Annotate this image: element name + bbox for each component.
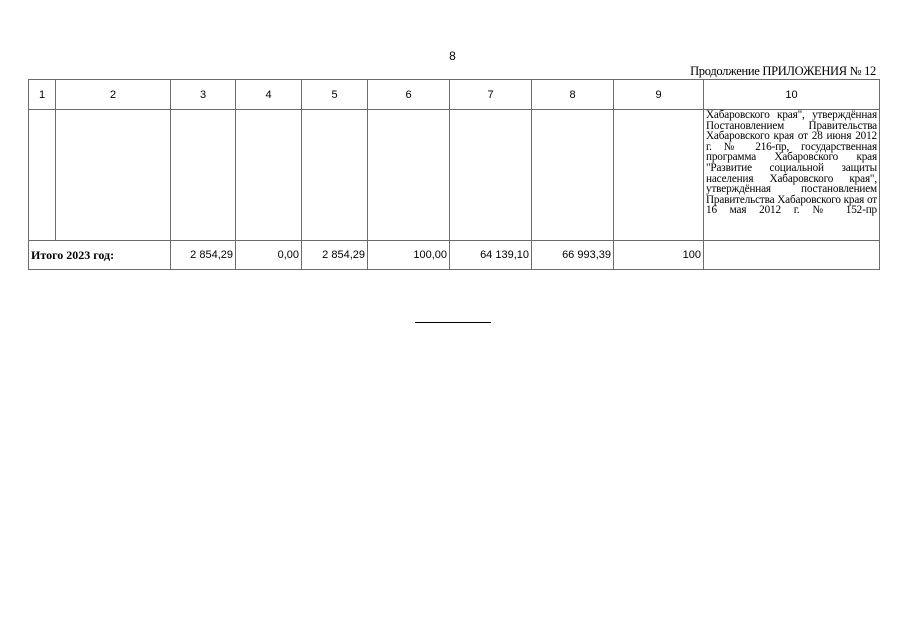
total-col3: 2 854,29 [171, 241, 236, 270]
total-col4: 0,00 [236, 241, 302, 270]
appendix-table [28, 79, 880, 270]
total-col7: 64 139,10 [450, 241, 532, 270]
total-label: Итого 2023 год: [29, 241, 171, 270]
cell-col3 [171, 110, 236, 241]
cell-col9 [614, 110, 704, 241]
total-col10 [704, 241, 880, 270]
cell-col6 [368, 110, 450, 241]
column-number-row [29, 80, 880, 110]
cell-col7 [450, 110, 532, 241]
column-number-10: 10 [704, 80, 880, 110]
total-col8: 66 993,39 [532, 241, 614, 270]
total-row [29, 241, 880, 270]
cell-col8 [532, 110, 614, 241]
appendix-continuation-note: Продолжение ПРИЛОЖЕНИЯ № 12 [690, 64, 876, 78]
program-description-cell: Хабаровского края", утверждённая Постановлением Правительства Хабаровского края от 28 июня 2012 г. № 216-пр, государственная программа Хабаровского края "Развитие социальной защиты населения Хабаровского края", утверждённая постановлением Правительства Хабаровского края от 16 мая 2012 г. № 152-пр [704, 110, 880, 241]
column-number-2: 2 [56, 80, 171, 110]
closing-rule [415, 322, 491, 323]
column-number-1: 1 [29, 80, 56, 110]
total-col5: 2 854,29 [302, 241, 368, 270]
total-col6: 100,00 [368, 241, 450, 270]
column-number-4: 4 [236, 80, 302, 110]
column-number-9: 9 [614, 80, 704, 110]
column-number-8: 8 [532, 80, 614, 110]
cell-col2 [56, 110, 171, 241]
column-number-6: 6 [368, 80, 450, 110]
total-col9: 100 [614, 241, 704, 270]
page-number: 8 [449, 49, 456, 63]
cell-col5 [302, 110, 368, 241]
column-number-7: 7 [450, 80, 532, 110]
column-number-5: 5 [302, 80, 368, 110]
column-number-3: 3 [171, 80, 236, 110]
cell-col1 [29, 110, 56, 241]
cell-col4 [236, 110, 302, 241]
table-row [29, 110, 880, 241]
